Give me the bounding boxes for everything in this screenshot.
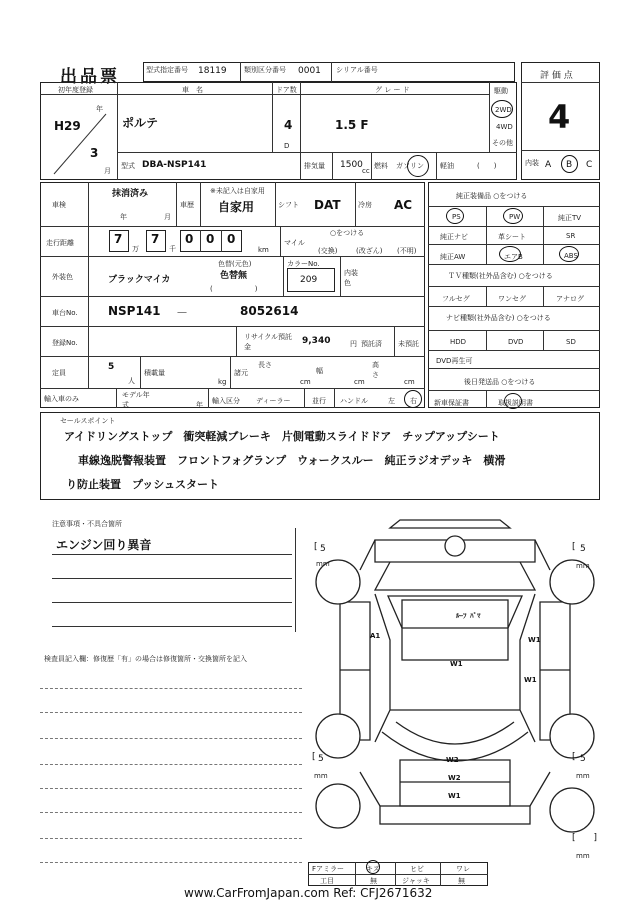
interior-circle	[561, 155, 578, 173]
doors: 4	[284, 118, 293, 132]
reg-month: 3	[90, 146, 99, 160]
mileage-digit-1: 7	[114, 232, 123, 246]
car-name-label: 車 名	[182, 86, 203, 94]
mark-w1-center: W1	[450, 660, 463, 668]
mark-roof: ﾙｰﾌ	[456, 612, 467, 620]
displacement: 1500	[340, 160, 363, 170]
handle-right: 右	[410, 397, 417, 405]
class-code: 0001	[298, 66, 321, 76]
class-code-label: 類別区分番号	[244, 66, 286, 74]
sales-line-3: り防止装置 プッシュスタート	[66, 478, 220, 491]
watermark: www.CarFromJapan.com Ref: CFJ2671632	[184, 886, 433, 900]
tread-rr: 5	[580, 754, 586, 764]
exterior-color: ブラックマイカ	[108, 275, 171, 285]
interior-b: B	[566, 160, 573, 170]
recycle-fee: 9,340	[302, 336, 331, 346]
mileage-digit-2: 7	[151, 232, 160, 246]
fuel-circle	[407, 155, 429, 177]
mark-w1-right-rear: W1	[524, 676, 537, 684]
tread-fl: 5	[320, 544, 326, 554]
score-value: 4	[548, 98, 571, 136]
shift: DAT	[314, 198, 341, 212]
notes-label: 注意事項・不具合箇所	[52, 520, 122, 528]
mark-w2-b: W2	[448, 774, 461, 782]
sales-line-2: 車線逸脱警報装置 フロントフォグランプ ウォークスルー 純正ラジオデッキ 横滑	[78, 454, 506, 467]
fuel-gasoline: ガソリン	[396, 162, 424, 170]
usage: 自家用	[218, 200, 255, 214]
opt-pw: PW	[509, 213, 521, 221]
grade-label: グ レ ー ド	[375, 86, 410, 94]
opt-ps: PS	[452, 213, 461, 221]
reg-diagonal	[46, 96, 116, 176]
drive-2wd-circle	[491, 100, 513, 118]
car-damage-diagram	[300, 510, 610, 870]
tread-fr: 5	[580, 544, 586, 554]
sales-line-1: アイドリングストップ 衝突軽減ブレーキ 片側電動スライドドア チップアップシート	[64, 430, 500, 443]
doors-label: ドア数	[276, 86, 297, 94]
first-reg-label: 初年度登録	[58, 86, 93, 94]
score-label: 評 価 点	[540, 71, 573, 81]
car-name: ポルテ	[122, 116, 159, 130]
serial-label: シリアル番号	[336, 66, 378, 74]
details-block	[40, 182, 425, 408]
color-number: 209	[300, 275, 318, 285]
inspector-label: 検査員記入欄：修復歴「有」の場合は修復箇所・交換箇所を記入	[44, 655, 247, 663]
chassis-prefix: NSP141	[108, 304, 161, 318]
doc-manual: 取扱説明書	[498, 399, 533, 407]
mark-w1-rear: W1	[448, 792, 461, 800]
ac: AC	[394, 198, 413, 212]
chassis-number: 8052614	[240, 304, 299, 318]
inspection-status: 抹消済み	[112, 189, 149, 199]
note-line-1: エンジン回り異音	[56, 538, 152, 552]
sheet-title: 出品票	[60, 67, 120, 87]
mark-w2-a: W2	[446, 756, 459, 764]
grade: 1.5 F	[335, 118, 369, 132]
reg-era: H29	[54, 119, 81, 133]
opt-airbag: エアB	[504, 253, 523, 261]
genuine-title: 純正装備品 ○をつける	[456, 192, 528, 200]
type-code-label: 型式指定番号	[146, 66, 188, 74]
color-change: 色替無	[220, 271, 248, 281]
opt-abs: ABS	[564, 252, 578, 260]
capacity: 5	[108, 362, 115, 372]
type-code: 18119	[198, 66, 227, 76]
drive-2wd: 2WD	[495, 106, 512, 114]
mark-w1-right-front: W1	[528, 636, 541, 644]
model-code: DBA-NSP141	[142, 160, 207, 170]
handle-circle	[404, 390, 422, 408]
footer-scratch: キズ	[366, 865, 380, 873]
tread-rl: 5	[318, 754, 324, 764]
mark-a1: A1	[370, 632, 381, 640]
